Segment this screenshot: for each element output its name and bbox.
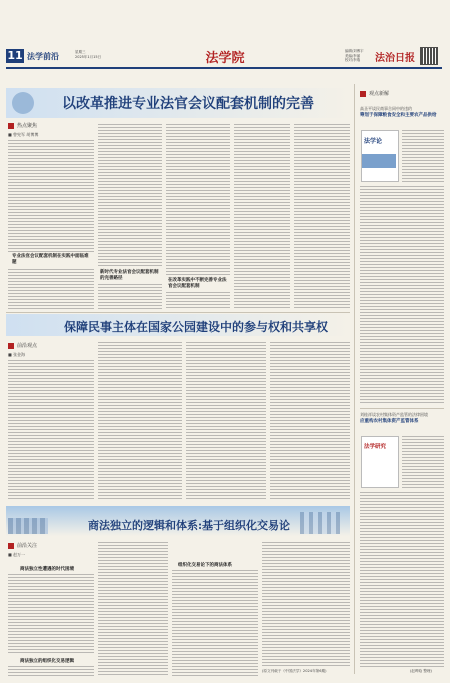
section-name: 法学前沿 xyxy=(27,52,59,61)
article3-col1-text xyxy=(8,574,94,654)
book1-subtitle: 筹划于保障粮食安全和主要农产品供给 xyxy=(360,113,437,118)
book2-cover-text: 法学研究 xyxy=(364,444,387,450)
article2-byline: ■ 张金海 xyxy=(8,352,26,357)
masthead xyxy=(0,0,450,80)
tag-marker-icon xyxy=(8,543,14,549)
article2-col3-text xyxy=(186,342,266,500)
book2-subtitle: 应重构农村集体资产监管体系 xyxy=(360,419,419,424)
editor-info: 编辑/刘博宇 美编/李丽 校对/李瑞 xyxy=(345,49,364,62)
article1-byline: ■ 曾宪军 胡博博 xyxy=(8,132,39,137)
article3-col4-text xyxy=(262,542,350,666)
article3-subhead1: 商法独立性遭遇的时代困境 xyxy=(20,567,74,572)
tag-marker-icon xyxy=(8,123,14,129)
article3-author-note: (赵晔晗 整理) xyxy=(410,669,432,673)
article2-tag xyxy=(8,342,37,349)
tag-marker-icon xyxy=(8,343,14,349)
qr-code xyxy=(420,47,438,65)
article3-headline: 商法独立的逻辑和体系:基于组织化交易论 xyxy=(88,519,291,532)
article1-col5-text xyxy=(294,124,350,309)
city-skyline-illustration xyxy=(8,518,48,534)
date-line: 星期三 2025年1月15日 xyxy=(75,50,102,59)
article1-subhead3: 在改革实践中不断完善专业法官会议配套机制 xyxy=(168,278,227,289)
center-title: 法学院 xyxy=(205,51,245,66)
article2-col1-text xyxy=(8,360,94,500)
book1-text-side xyxy=(402,130,444,182)
tag-label: 前沿观点 xyxy=(17,343,38,349)
book2-text-side xyxy=(402,436,444,488)
article1-tag xyxy=(8,122,37,129)
book1-cover-band xyxy=(362,154,396,168)
article3 xyxy=(0,506,350,678)
tag-label: 观点新解 xyxy=(369,91,390,97)
article1-col3-text xyxy=(166,124,230,276)
article2 xyxy=(0,312,350,502)
paper-logo: 法治日报 xyxy=(375,53,415,64)
tag-label: 前沿关注 xyxy=(17,543,38,549)
scales-icon xyxy=(12,92,34,114)
article3-source-note: (原文刊载于《中国法学》2024年第6期) xyxy=(262,669,327,673)
article1-col1-text2 xyxy=(8,269,94,309)
article3-tag xyxy=(8,542,37,549)
book2-text xyxy=(360,492,444,668)
article3-byline: ■ 赵万一 xyxy=(8,552,26,557)
crane-illustration xyxy=(300,512,340,534)
article3-col3-text xyxy=(172,570,258,676)
article1-col2-text2 xyxy=(98,284,162,309)
book1-text xyxy=(360,186,444,404)
article1-headline: 以改革推进专业法官会议配套机制的完善 xyxy=(62,96,314,112)
article1-subhead1: 专业法官会议配套机制在实践中面临难题 xyxy=(12,254,89,265)
article1-col4-text xyxy=(234,124,290,309)
article3-subhead3: 商法独立的组织化交易逻辑 xyxy=(20,659,74,664)
book1-cover-text: 法学论 xyxy=(364,138,383,145)
article1-col3-text2 xyxy=(166,292,230,309)
article1 xyxy=(0,84,350,309)
tag-label: 热点聚焦 xyxy=(17,123,38,129)
book2-title: 刘桂祥谈农村集体资产监管的法律困境 xyxy=(360,412,428,417)
page-number: 11 xyxy=(7,49,23,62)
article1-col1-text xyxy=(8,140,94,252)
book1-title: 高圣平谈民商事合同中的违约 xyxy=(360,106,412,111)
article1-col2-text xyxy=(98,124,162,266)
article1-subhead2: 新时代专业法官会议配套机制的完善路径 xyxy=(100,270,159,281)
article2-col4-text xyxy=(270,342,350,500)
sidebar xyxy=(354,84,446,674)
tag-marker-icon xyxy=(360,91,366,97)
sidebar-tag xyxy=(360,90,389,97)
article2-col2-text xyxy=(98,342,182,500)
article3-subhead2: 组织化交易论下的商法体系 xyxy=(178,563,232,568)
article3-col1-text2 xyxy=(8,666,94,676)
article2-headline: 保障民事主体在国家公园建设中的参与权和共享权 xyxy=(64,320,329,334)
article3-col2-text xyxy=(98,542,168,676)
